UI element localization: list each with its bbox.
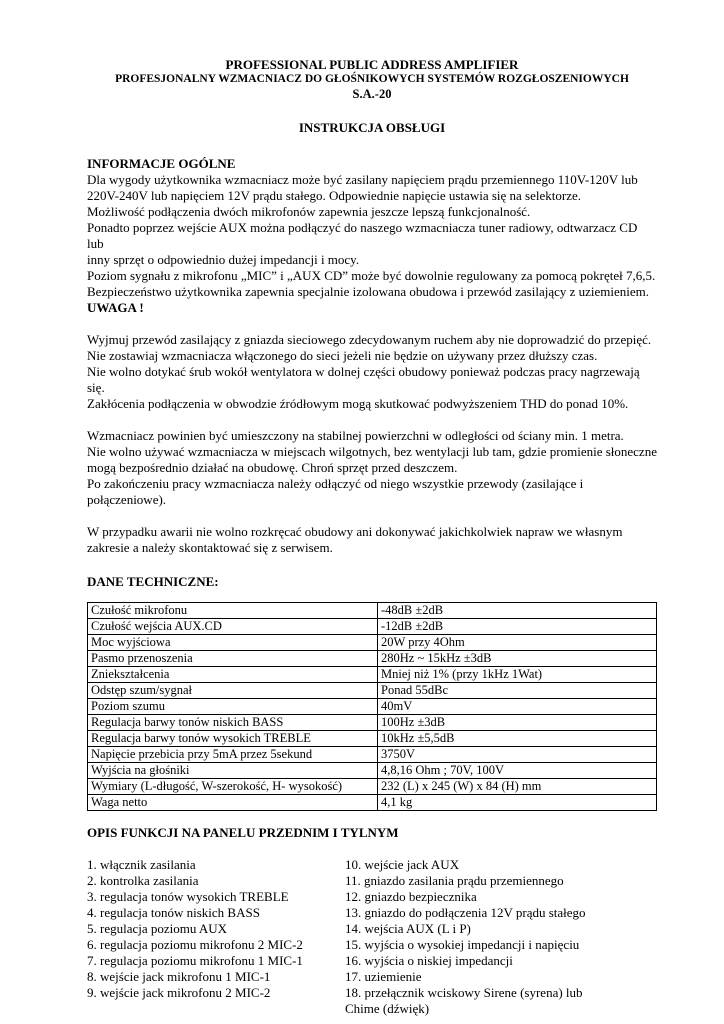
parameter-value: -12dB ±2dB	[378, 619, 657, 635]
panel-list-left	[87, 857, 345, 1017]
parameter-value: 3750V	[378, 747, 657, 763]
parameter-name: Wymiary (L-długość, W-szerokość, H- wysokość)	[88, 779, 378, 795]
paragraph-line: Bezpieczeństwo użytkownika zapewnia specjalnie izolowana obudowa i przewód zasilający z uziemieniem.	[87, 284, 650, 299]
parameter-name: Regulacja barwy tonów niskich BASS	[88, 715, 378, 731]
list-item: 10. wejście jack AUX	[345, 857, 460, 872]
table-row	[88, 603, 657, 619]
paragraph-line: Możliwość podłączenia dwóch mikrofonów zapewnia jeszcze lepszą funkcjonalność.	[87, 204, 531, 219]
table-row	[88, 763, 657, 779]
list-item: 8. wejście jack mikrofonu 1 MIC-1	[87, 969, 271, 984]
warning-heading: UWAGA !	[87, 300, 144, 315]
paragraph-line: W przypadku awarii nie wolno rozkręcać obudowy ani dokonywać jakichkolwiek napraw we własnym	[87, 524, 623, 539]
list-item: 6. regulacja poziomu mikrofonu 2 MIC-2	[87, 937, 303, 952]
title-polish: PROFESJONALNY WZMACNIACZ DO GŁOŚNIKOWYCH SYSTEMÓW ROZGŁOSZENIOWYCH	[115, 73, 629, 85]
list-item: Chime (dźwięk)	[345, 1001, 430, 1016]
table-row	[88, 731, 657, 747]
parameter-name: Odstęp szum/sygnał	[88, 683, 378, 699]
table-row	[88, 651, 657, 667]
table-row	[88, 635, 657, 651]
general-info-heading: INFORMACJE OGÓLNE	[87, 156, 236, 171]
parameter-name: Pasmo przenoszenia	[88, 651, 378, 667]
list-item: 4. regulacja tonów niskich BASS	[87, 905, 260, 920]
parameter-value: 100Hz ±3dB	[378, 715, 657, 731]
paragraph-line: Wyjmuj przewód zasilający z gniazda sieciowego zdecydowanym ruchem aby nie doprowadzić do przepięć.	[87, 332, 652, 347]
list-item: 18. przełącznik wciskowy Sirene (syrena) lub	[345, 985, 583, 1000]
list-item: 14. wejścia AUX (L i P)	[345, 921, 471, 936]
table-row	[88, 747, 657, 763]
parameter-value: 280Hz ~ 15kHz ±3dB	[378, 651, 657, 667]
parameter-value: -48dB ±2dB	[378, 603, 657, 619]
model-number: S.A.-20	[352, 87, 392, 101]
paragraph-line: 220V-240V lub napięciem 12V prądu stałego. Odpowiednie napięcie ustawia się na selektorze.	[87, 188, 581, 203]
list-item: 9. wejście jack mikrofonu 2 MIC-2	[87, 985, 271, 1000]
parameter-value: Ponad 55dBc	[378, 683, 657, 699]
panel-heading: OPIS FUNKCJI NA PANELU PRZEDNIM I TYLNYM	[87, 825, 399, 840]
parameter-name: Czułość wejścia AUX.CD	[88, 619, 378, 635]
tech-data-heading: DANE TECHNICZNE:	[87, 574, 219, 589]
document-page	[87, 57, 657, 1017]
general-info-text	[87, 172, 657, 316]
table-row	[88, 715, 657, 731]
list-item: 7. regulacja poziomu mikrofonu 1 MIC-1	[87, 953, 303, 968]
tech-data-table	[87, 602, 657, 811]
list-item: 3. regulacja tonów wysokich TREBLE	[87, 889, 289, 904]
paragraph-line: Nie zostawiaj wzmacniacza włączonego do sieci jeżeli nie będzie on używany przez dłuższy czas.	[87, 348, 598, 363]
paragraph-line: Wzmacniacz powinien być umieszczony na stabilnej powierzchni w odległości od ściany min. 1 metra.	[87, 428, 624, 443]
parameter-value: 4,8,16 Ohm ; 70V, 100V	[378, 763, 657, 779]
table-row	[88, 779, 657, 795]
parameter-name: Waga netto	[88, 795, 378, 811]
list-item: 5. regulacja poziomu AUX	[87, 921, 228, 936]
list-item: 2. kontrolka zasilania	[87, 873, 199, 888]
instruction-heading: INSTRUKCJA OBSŁUGI	[298, 120, 446, 135]
title-english: PROFESSIONAL PUBLIC ADDRESS AMPLIFIER	[225, 57, 519, 72]
table-row	[88, 667, 657, 683]
parameter-name: Zniekształcenia	[88, 667, 378, 683]
paragraph-line: Po zakończeniu pracy wzmacniacza należy odłączyć od niego wszystkie przewody (zasilające i	[87, 476, 584, 491]
parameter-name: Wyjścia na głośniki	[88, 763, 378, 779]
paragraph-line: Dla wygody użytkownika wzmacniacz może być zasilany napięciem prądu przemiennego 110V-120V lub	[87, 172, 638, 187]
list-item: 17. uziemienie	[345, 969, 422, 984]
paragraph-line: Zakłócenia podłączenia w obwodzie źródłowym mogą skutkować podwyższeniem THD do ponad 10%.	[87, 396, 629, 411]
parameter-value: 10kHz ±5,5dB	[378, 731, 657, 747]
table-row	[88, 683, 657, 699]
table-row	[88, 795, 657, 811]
list-item: 11. gniazdo zasilania prądu przemiennego	[345, 873, 564, 888]
list-item: 12. gniazdo bezpiecznika	[345, 889, 477, 904]
paragraph-line: mogą bezpośrednio działać na obudowę. Chroń sprzęt przed deszczem.	[87, 460, 458, 475]
parameter-value: 4,1 kg	[378, 795, 657, 811]
parameter-value: 232 (L) x 245 (W) x 84 (H) mm	[378, 779, 657, 795]
table-row	[88, 619, 657, 635]
warning-block-1	[87, 332, 657, 412]
paragraph-line: inny sprzęt o odpowiednio dużej impedancji i mocy.	[87, 252, 360, 267]
parameter-value: Mniej niż 1% (przy 1kHz 1Wat)	[378, 667, 657, 683]
panel-function-lists	[87, 857, 657, 1017]
parameter-name: Czułość mikrofonu	[88, 603, 378, 619]
parameter-name: Napięcie przebicia przy 5mA przez 5sekund	[88, 747, 378, 763]
paragraph-line: zakresie a należy skontaktować się z serwisem.	[87, 540, 333, 555]
parameter-name: Regulacja barwy tonów wysokich TREBLE	[88, 731, 378, 747]
paragraph-line: Ponadto poprzez wejście AUX można podłączyć do naszego wzmacniacza tuner radiowy, odtwarzacz CD lub	[87, 220, 638, 251]
warning-block-3	[87, 524, 657, 556]
parameter-name: Moc wyjściowa	[88, 635, 378, 651]
parameter-name: Poziom szumu	[88, 699, 378, 715]
table-row	[88, 699, 657, 715]
list-item: 13. gniazdo do podłączenia 12V prądu stałego	[345, 905, 586, 920]
list-item: 16. wyjścia o niskiej impedancji	[345, 953, 513, 968]
paragraph-line: Nie wolno używać wzmacniacza w miejscach wilgotnych, bez wentylacji lub tam, gdzie promienie słoneczne	[87, 444, 657, 459]
paragraph-line: połączeniowe).	[87, 492, 167, 507]
paragraph-line: Poziom sygnału z mikrofonu „MIC” i „AUX CD” może być dowolnie regulowany za pomocą pokręteł 7,6,5.	[87, 268, 656, 283]
paragraph-line: Nie wolno dotykać śrub wokół wentylatora w dolnej części obudowy ponieważ podczas pracy nagrzewają się.	[87, 364, 640, 395]
parameter-value: 20W przy 4Ohm	[378, 635, 657, 651]
warning-block-2	[87, 428, 657, 508]
panel-list-right	[345, 857, 645, 1017]
list-item: 15. wyjścia o wysokiej impedancji i napięciu	[345, 937, 580, 952]
list-item: 1. włącznik zasilania	[87, 857, 196, 872]
parameter-value: 40mV	[378, 699, 657, 715]
